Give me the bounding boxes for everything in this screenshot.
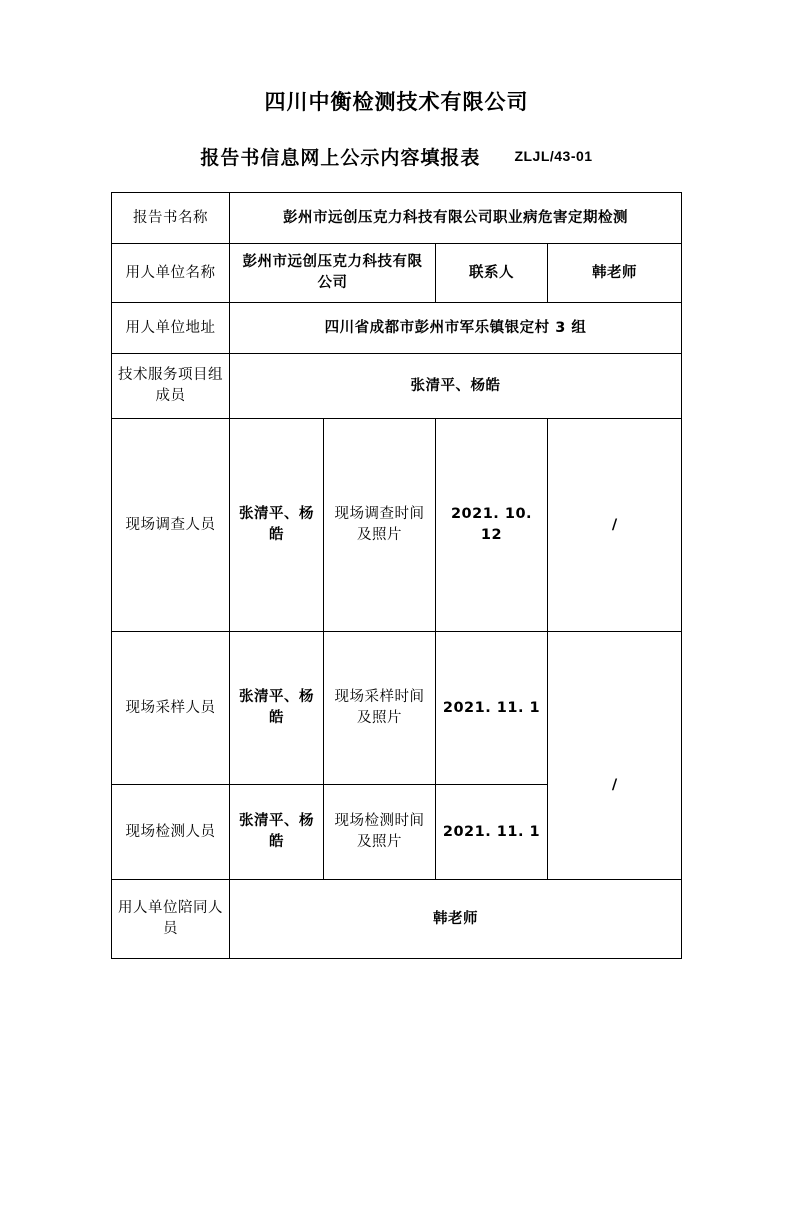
document-page (0, 88, 793, 1210)
cell-sampling-staff-value: 张清平、杨皓 (230, 632, 324, 785)
page-title: 四川中衡检测技术有限公司 (264, 90, 529, 114)
title-block (0, 88, 793, 170)
table-row (112, 419, 682, 632)
cell-accompany-staff-label: 用人单位陪同人员 (112, 880, 230, 959)
cell-detection-staff-label: 现场检测人员 (112, 785, 230, 880)
subtitle-row (0, 143, 793, 170)
cell-survey-item-label: 现场调查时间及照片 (324, 419, 436, 632)
form-title: 报告书信息网上公示内容填报表 (200, 147, 481, 170)
cell-sampling-date: 2021. 11. 1 (436, 632, 548, 785)
cell-employer-name-value: 彭州市远创压克力科技有限公司 (230, 244, 436, 303)
cell-employer-address-label: 用人单位地址 (112, 303, 230, 354)
cell-team-members-label: 技术服务项目组成员 (112, 354, 230, 419)
cell-employer-address-value: 四川省成都市彭州市军乐镇银定村 3 组 (230, 303, 682, 354)
cell-survey-date: 2021. 10. 12 (436, 419, 548, 632)
cell-detection-staff-value: 张清平、杨皓 (230, 785, 324, 880)
cell-survey-staff-label: 现场调查人员 (112, 419, 230, 632)
table-row (112, 193, 682, 244)
cell-employer-name-label: 用人单位名称 (112, 244, 230, 303)
table-row (112, 354, 682, 419)
cell-team-members-value: 张清平、杨皓 (230, 354, 682, 419)
cell-contact-value: 韩老师 (548, 244, 682, 303)
table-row (112, 880, 682, 959)
cell-survey-note: / (548, 419, 682, 632)
report-info-table (111, 192, 682, 959)
table-row (112, 303, 682, 354)
slash-mark: / (611, 777, 618, 794)
cell-contact-label: 联系人 (436, 244, 548, 303)
table-row (112, 244, 682, 303)
cell-detection-date: 2021. 11. 1 (436, 785, 548, 880)
table-row (112, 632, 682, 785)
cell-accompany-staff-value: 韩老师 (230, 880, 682, 959)
cell-sampling-note (548, 632, 682, 880)
cell-report-name-label: 报告书名称 (112, 193, 230, 244)
cell-detection-item-label: 现场检测时间及照片 (324, 785, 436, 880)
form-code: ZLJL/43-01 (514, 148, 593, 165)
cell-sampling-staff-label: 现场采样人员 (112, 632, 230, 785)
cell-report-name-value: 彭州市远创压克力科技有限公司职业病危害定期检测 (230, 193, 682, 244)
cell-sampling-item-label: 现场采样时间及照片 (324, 632, 436, 785)
cell-survey-staff-value: 张清平、杨皓 (230, 419, 324, 632)
